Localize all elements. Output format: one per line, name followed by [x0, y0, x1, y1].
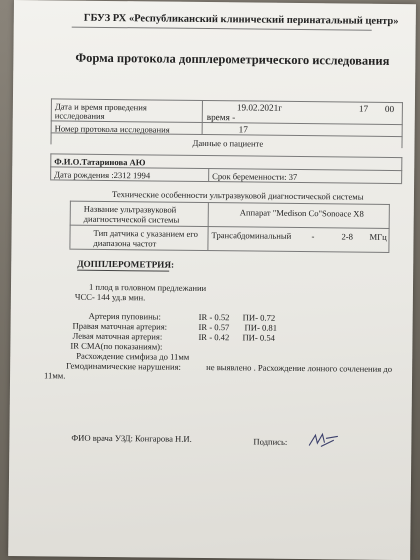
left-uterine-artery-ir: IR - 0.42	[198, 331, 230, 343]
hemodynamics-label: Гемодинамические нарушения:	[66, 360, 182, 372]
probe-unit: МГц	[369, 231, 387, 242]
hemodynamics-value: не выявлено . Расхождение лонного сочленения до	[206, 362, 393, 374]
system-value: Аппарат "Medison Co"Sonoace X8	[239, 207, 364, 219]
equipment-section-title: Технические особенности ультразвуковой диагностической системы	[111, 189, 364, 202]
probe-type: Трансабдоминальный	[211, 230, 292, 241]
doppler-section-title: ДОППЛЕРОМЕТРИЯ:	[77, 258, 175, 270]
symphysis-note: Расхождение симфиза до 11мм	[76, 350, 190, 362]
right-uterine-artery-pi: ПИ- 0.81	[244, 322, 278, 333]
probe-label: Тип датчика с указанием его	[93, 227, 199, 239]
doppler-underline	[77, 270, 169, 272]
datetime-label-cont: исследования	[54, 110, 105, 121]
table-border	[69, 249, 389, 253]
handwritten-signature	[307, 431, 339, 449]
form-title: Форма протокола допплерометрического исследования	[75, 50, 390, 68]
doctor-name: ФИО врача УЗД: Конгарова Н.И.	[71, 432, 192, 444]
right-uterine-artery-ir: IR - 0.57	[198, 321, 230, 333]
left-uterine-artery-pi: ПИ- 0.54	[242, 332, 275, 343]
umbilical-artery-ir: IR - 0.52	[198, 311, 230, 323]
exam-hour: 17	[358, 103, 369, 114]
table-border	[208, 168, 209, 181]
time-label: время -	[206, 112, 236, 123]
table-border	[202, 100, 203, 134]
exam-minute: 00	[384, 103, 395, 114]
signature-label: Подпись:	[253, 436, 288, 447]
probe-range: 2-8	[341, 231, 354, 242]
table-border	[388, 204, 390, 252]
left-uterine-artery-label: Левая маточная артерия:	[72, 330, 163, 342]
right-uterine-artery-label: Правая маточная артерия:	[72, 320, 168, 332]
header-rule	[72, 27, 372, 31]
umbilical-artery-pi: ПИ- 0.72	[242, 312, 276, 323]
ir-cma-label: IR СМА(по показаниям):	[70, 340, 163, 352]
table-border	[51, 98, 52, 132]
pregnancy-term: Срок беременности: 37	[212, 171, 298, 182]
patient-section-title: Данные о пациенте	[192, 137, 264, 149]
institution-header: ГБУЗ РХ «Республиканский клинический перинатальный центр»	[83, 12, 399, 28]
exam-date: 19.02.2021г	[236, 102, 283, 113]
document-sheet	[8, 0, 416, 560]
probe-label-cont: диапазона частот	[93, 237, 157, 249]
datetime-label: Дата и время проведения	[54, 101, 147, 113]
patient-birthdate: Дата рождения :2312 1994	[54, 169, 151, 181]
umbilical-artery-label: Артерия пуповины:	[88, 310, 161, 322]
system-label-cont: диагностической системы	[83, 213, 180, 225]
hemodynamics-value-cont: 11мм.	[44, 370, 66, 381]
table-border	[50, 153, 51, 179]
table-border	[50, 132, 51, 144]
system-label: Название ультразвуковой	[83, 203, 177, 215]
table-border	[401, 157, 402, 183]
fetus-presentation: 1 плод в головном предлежании	[88, 281, 207, 294]
protocol-label: Номер протокола исследования	[54, 123, 170, 135]
probe-dash: -	[311, 231, 315, 242]
patient-name: Ф.И.О.Татаринова АЮ	[54, 156, 146, 168]
table-border	[402, 102, 403, 136]
table-border	[401, 136, 402, 148]
protocol-number: 17	[238, 124, 248, 135]
heart-rate: ЧСС- 144 уд.в мин.	[74, 291, 146, 303]
